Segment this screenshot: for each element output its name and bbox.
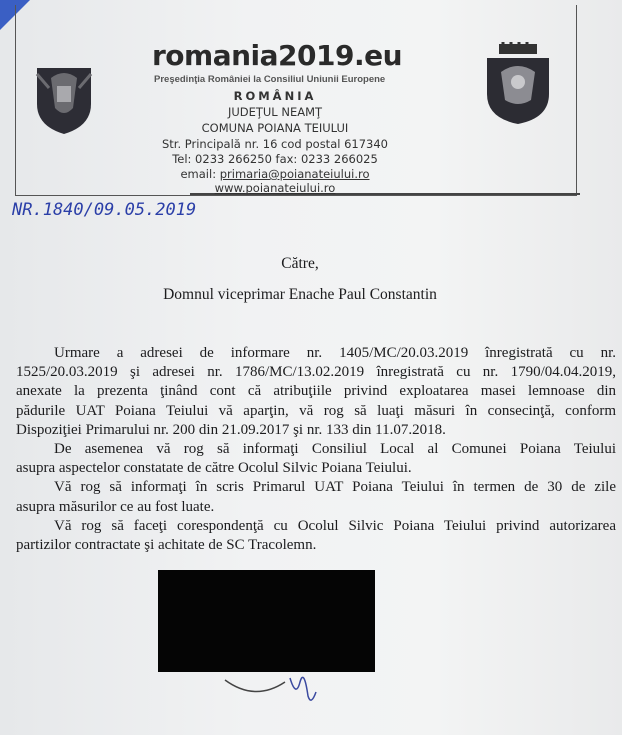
body-line: anexate la prezenta ţinând cont că atribuţiile privind exploatarea masei lemnoase din: [16, 383, 616, 400]
redacted-signature-block: [158, 570, 375, 672]
body-line: Vă rog să faceţi corespondenţă cu Ocolul Silvic Poiana Teiului privind autorizarea: [54, 517, 616, 534]
body-line: asupra aspectelor constatate de către Ocolul Silvic Poiana Teiului.: [16, 460, 412, 477]
body-line: asupra măsurilor ce au fost luate.: [16, 498, 215, 515]
website-line: [160, 181, 390, 195]
poiana-teiului-coat-of-arms-icon: [485, 42, 551, 126]
romania2019-logo: romania2019.eu: [152, 39, 403, 72]
body-line: De asemenea vă rog să informaţi Consiliul Local al Comunei Poiana Teiului: [54, 441, 616, 458]
letter-body: [16, 344, 616, 555]
commune-name: COMUNA POIANA TEIULUI: [201, 121, 349, 135]
phone-fax: Tel: 0233 266250 fax: 0233 266025: [172, 152, 378, 166]
body-line: 1525/20.03.2019 şi adresei nr. 1786/MC/13.02.2019 înregistrată cu nr. 1790/04.04.2019,: [16, 364, 616, 381]
handwritten-registration-number: NR.1840/09.05.2019: [12, 200, 197, 220]
body-line: Vă rog să informaţi în scris Primarul UAT Poiana Teiului în termen de 30 de zile: [54, 479, 616, 496]
stamp-signature-icon: [215, 672, 335, 712]
email-line: [160, 167, 390, 181]
addressee-to: Către,: [281, 255, 319, 272]
email-link[interactable]: primaria@poianateiului.ro: [219, 167, 370, 181]
body-line: partizilor contractate şi achitate de SC Tracolemn.: [16, 537, 317, 554]
addressee-name: Domnul viceprimar Enache Paul Constantin: [163, 286, 437, 303]
body-line: pădurile UAT Poiana Teiului vă aparţin, vă rog să luaţi măsuri în consecinţă, conform: [16, 402, 616, 419]
romania-coat-of-arms-icon: [33, 64, 95, 136]
body-line: Dispoziţiei Primarului nr. 200 din 21.09.2017 şi nr. 133 din 11.07.2018.: [16, 421, 446, 438]
logo-subtitle: Preşedinţia României la Consiliul Uniunii Europene: [154, 74, 386, 85]
address: Str. Principală nr. 16 cod postal 617340: [161, 137, 388, 151]
country-name: ROMÂNIA: [233, 89, 317, 103]
body-line: Urmare a adresei de informare nr. 1405/MC/20.03.2019 înregistrată cu nr.: [54, 345, 616, 361]
county-name: JUDEŢUL NEAMŢ: [227, 105, 323, 119]
email-label: email:: [180, 167, 220, 181]
website-link[interactable]: www.poianateiului.ro: [214, 181, 336, 195]
